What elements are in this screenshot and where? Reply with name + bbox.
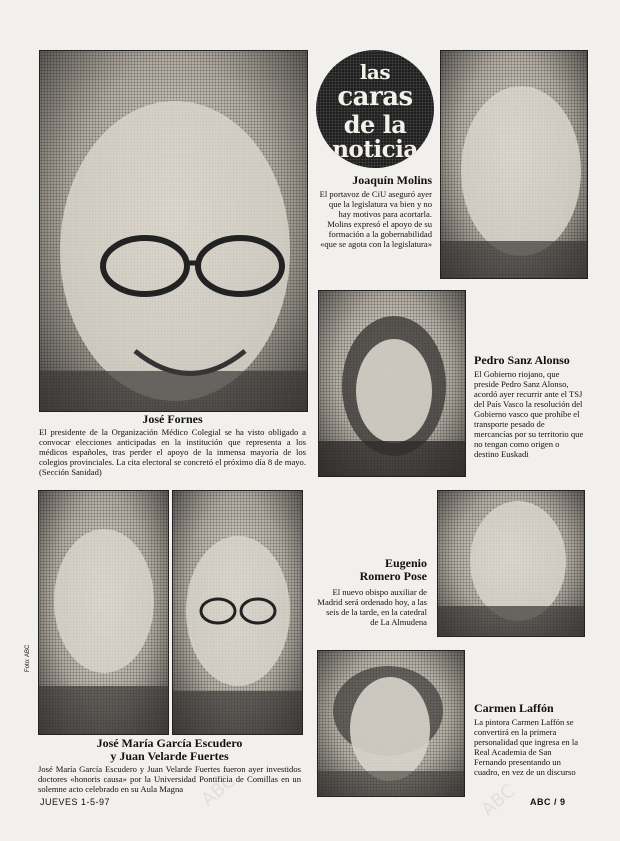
badge-line: noticia (332, 136, 418, 163)
velarde-fuertes-photo (172, 490, 303, 735)
badge-line: de la (343, 110, 407, 139)
garcia-escudero-photo (38, 490, 169, 735)
watermark: ABC (197, 770, 240, 811)
jose-fornes-name: José Fornes (142, 412, 203, 426)
eugenio-romero-pose-photo (437, 490, 585, 637)
jose-fornes-caption: El presidente de la Organización Médico Colegial se ha visto obligado a convocar elecciones anticipadas en la institución que representa a los médicos españoles, tras perder el apoyo de la inmensa mayoría de los colegios provinciales. La cita electoral se concretó el próximo día 8 de mayo. (Sección Sanidad) (39, 427, 306, 477)
name-line: Romero Pose (359, 569, 427, 583)
pedro-sanz-alonso-photo (318, 290, 466, 477)
joaquin-molins-caption: El portavoz de CiU aseguró ayer que la legislatura va bien y no hay motivos para acortarla. Molins expresó el apoyo de su formación a la gobernabilidad «que se agota con la legislatura» (319, 189, 432, 249)
watermark: ABC (477, 780, 520, 821)
name-line: José María García Escudero (96, 736, 243, 750)
badge-line: las (359, 60, 391, 84)
portrait-silhouette (39, 491, 168, 734)
pedro-sanz-alonso-caption: El Gobierno riojano, que preside Pedro Sanz Alonso, acordó ayer recurrir ante el TSJ del País Vasco la resolución del Gobierno vasco que prohíbe el transporte pesado de mercancías por su territorio que no tengan como origen o destino Euskadi (474, 369, 584, 459)
carmen-laffon-photo (317, 650, 465, 797)
carmen-laffon-name: Carmen Laffón (474, 701, 554, 715)
portrait-silhouette (173, 491, 302, 734)
eugenio-romero-pose-caption: El nuevo obispo auxiliar de Madrid será ordenado hoy, a las seis de la tarde, en la catedral de La Almudena (317, 587, 427, 627)
escudero-velarde-caption: José María García Escudero y Juan Velarde Fuertes fueron ayer investidos doctores «honoris causa» por la Universidad Pontificia de Comillas en un solemne acto celebrado en su Aula Magna (38, 764, 301, 794)
escudero-velarde-name (38, 737, 301, 763)
name-line: Eugenio (384, 556, 427, 570)
footer-date: JUEVES 1-5-97 (40, 797, 111, 807)
jose-fornes-photo (39, 50, 308, 412)
portrait-silhouette (318, 651, 464, 796)
las-caras-de-la-noticia-badge (316, 50, 434, 168)
pedro-sanz-alonso-name: Pedro Sanz Alonso (474, 353, 570, 367)
portrait-silhouette (40, 51, 307, 411)
eugenio-romero-pose-name (316, 557, 427, 583)
portrait-silhouette (319, 291, 465, 476)
photo-credit: Foto: ABC (25, 644, 31, 672)
joaquin-molins-photo (440, 50, 588, 279)
name-line: y Juan Velarde Fuertes (110, 749, 229, 763)
carmen-laffon-caption: La pintora Carmen Laffón se convertirá en la primera personalidad que ingresa en la Real Academia de San Fernando presentando un cuadro, en vez de un discurso (474, 717, 579, 777)
portrait-silhouette (438, 491, 584, 636)
portrait-silhouette (441, 51, 587, 278)
badge-line: caras (337, 82, 413, 112)
joaquin-molins-name: Joaquín Molins (352, 173, 432, 187)
footer-page-number: ABC / 9 (530, 797, 566, 807)
